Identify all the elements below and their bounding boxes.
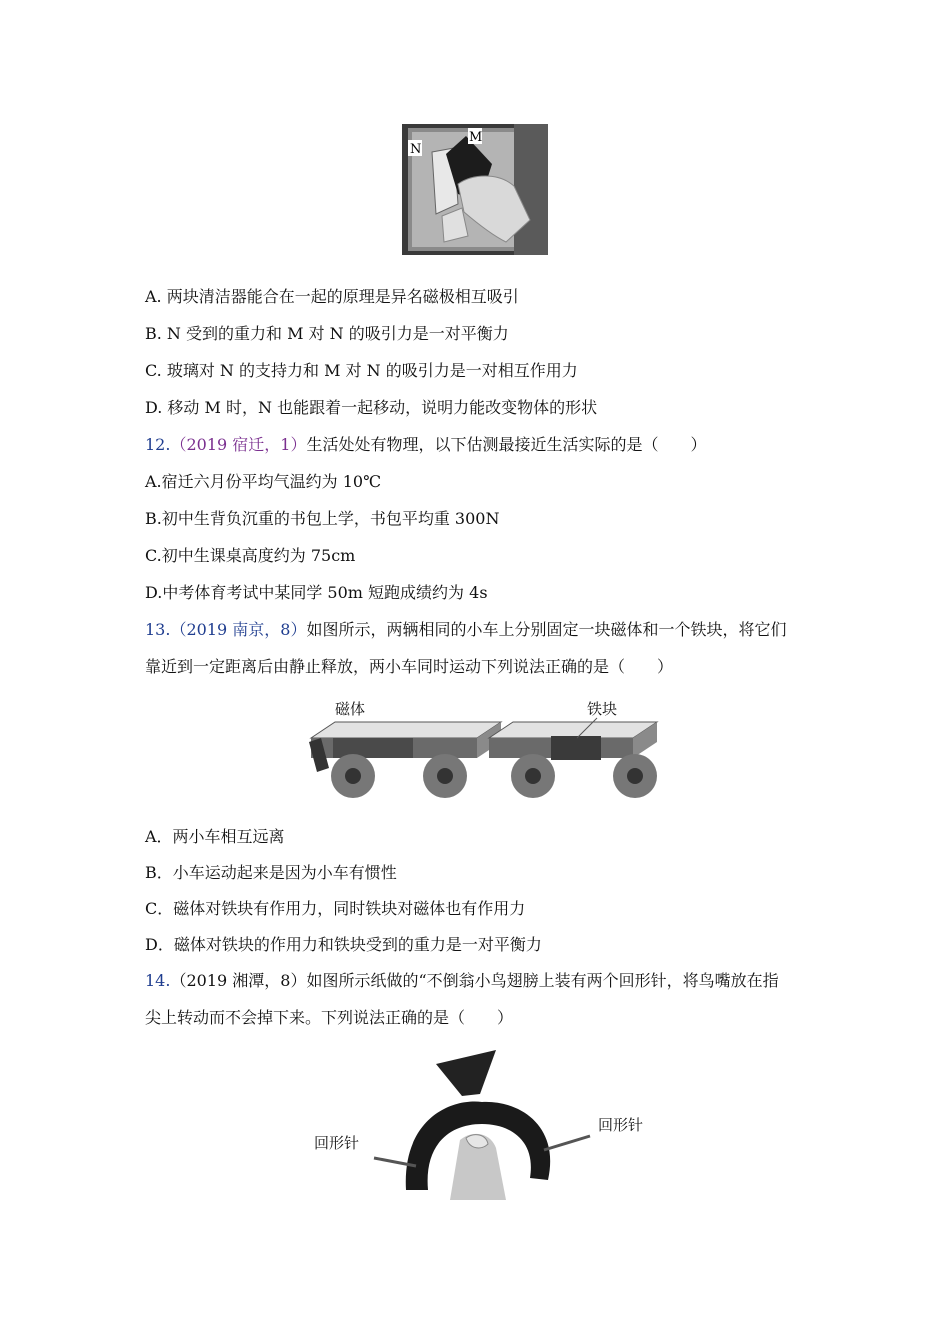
q11-option-a: A. 两块清洁器能合在一起的原理是异名磁极相互吸引 (145, 287, 519, 306)
q13-option-a: A．两小车相互远离 (145, 827, 285, 846)
label-magnet: 磁体 (335, 700, 366, 718)
question-stem: 生活处处有物理，以下估测最接近生活实际的是（ ） (306, 435, 707, 454)
q11-option-d: D. 移动 M 时，N 也能跟着一起移动，说明力能改变物体的形状 (145, 398, 598, 417)
q14-figure-balancing-bird (310, 1040, 660, 1200)
q11-option-c: C. 玻璃对 N 的支持力和 M 对 N 的吸引力是一对相互作用力 (145, 361, 578, 380)
q13-option-d: D．磁体对铁块的作用力和铁块受到的重力是一对平衡力 (145, 935, 542, 954)
q12-option-c: C.初中生课桌高度约为 75cm (145, 546, 356, 565)
question-source: （2019 南京，8） (170, 620, 307, 639)
q13-figure-carts (305, 698, 663, 802)
label-paperclip-right: 回形针 (598, 1116, 644, 1134)
question-stem: 如图所示，两辆相同的小车上分别固定一块磁体和一个铁块，将它们 (306, 620, 787, 639)
q11-option-b: B. N 受到的重力和 M 对 N 的吸引力是一对平衡力 (145, 324, 509, 343)
label-paperclip-left: 回形针 (314, 1134, 360, 1152)
question-source: （2019 湘潭，8） (170, 971, 307, 990)
q14-stem-line2: 尖上转动而不会掉下来。下列说法正确的是（ ） (145, 1008, 514, 1027)
question-number: 14. (145, 971, 171, 990)
question-number: 12. (145, 435, 171, 454)
q13-stem-line1 (145, 620, 786, 640)
question-source: （2019 宿迁，1） (170, 435, 307, 454)
q13-stem-line2: 靠近到一定距离后由静止释放，两小车同时运动下列说法正确的是（ ） (145, 657, 674, 676)
q13-option-b: B．小车运动起来是因为小车有惯性 (145, 863, 397, 882)
label-m: M (469, 130, 483, 145)
question-number: 13. (145, 620, 171, 639)
q13-option-c: C．磁体对铁块有作用力，同时铁块对磁体也有作用力 (145, 899, 526, 918)
q14-stem-line1 (145, 971, 779, 991)
q12-option-d: D.中考体育考试中某同学 50m 短跑成绩约为 4s (145, 583, 488, 602)
q12-option-a: A.宿迁六月份平均气温约为 10℃ (145, 472, 381, 491)
q11-figure-window-cleaner (402, 124, 548, 255)
q12-stem (145, 435, 706, 455)
question-stem: 如图所示纸做的“不倒翁小鸟翅膀上装有两个回形针，将鸟嘴放在指 (306, 971, 779, 990)
label-n: N (410, 142, 422, 157)
label-iron: 铁块 (587, 700, 618, 718)
q12-option-b: B.初中生背负沉重的书包上学，书包平均重 300N (145, 509, 500, 528)
